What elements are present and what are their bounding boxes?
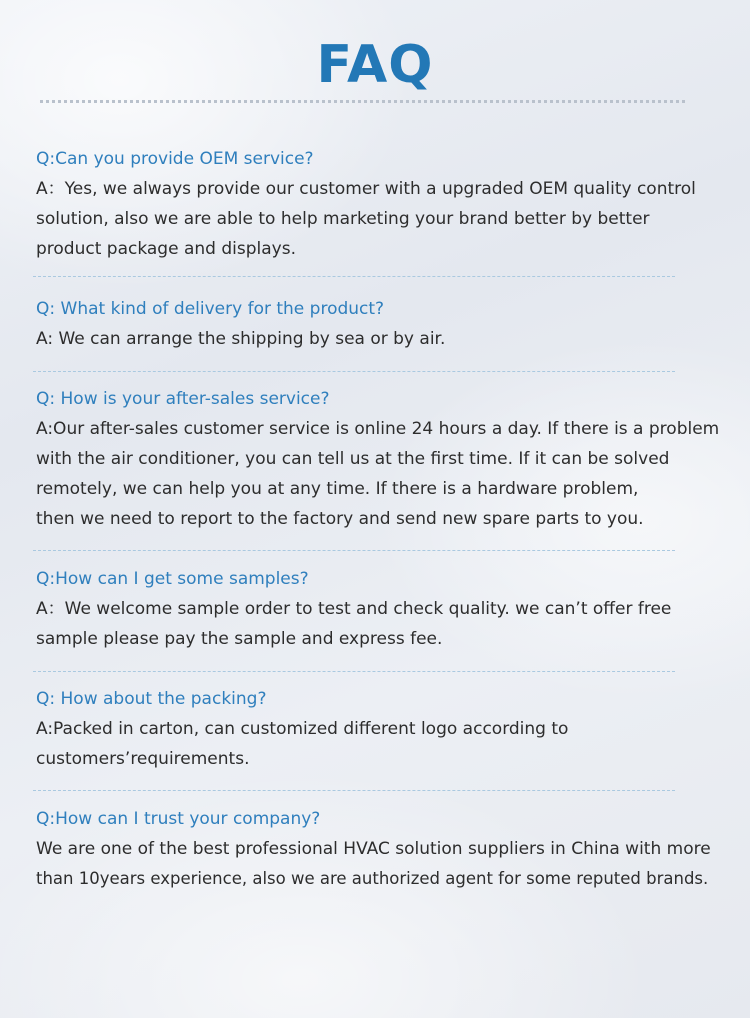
faq-answer-line: remotely, we can help you at any time. If there is a hardware problem, (36, 479, 639, 499)
faq-question: Q: How about the packing? (36, 689, 267, 709)
faq-question: Q: What kind of delivery for the product? (36, 299, 385, 319)
page-title: FAQ (316, 35, 434, 95)
faq-answer-line: A：Yes, we always provide our customer with a upgraded OEM quality control (36, 179, 696, 199)
faq-answer-line: then we need to report to the factory and send new spare parts to you. (36, 509, 644, 529)
faq-question: Q:Can you provide OEM service? (36, 149, 314, 169)
faq-item-oem (36, 144, 726, 264)
faq-question: Q: How is your after-sales service? (36, 389, 330, 409)
faq-answer-line: sample please pay the sample and express fee. (36, 629, 443, 649)
faq-answer-line: We are one of the best professional HVAC solution suppliers in China with more (36, 839, 711, 859)
faq-question: Q:How can I get some samples? (36, 569, 309, 589)
faq-item-delivery (36, 294, 726, 354)
faq-answer (36, 714, 726, 774)
faq-divider (33, 371, 675, 372)
faq-answer-line: A：We welcome sample order to test and check quality. we can’t offer free (36, 599, 672, 619)
faq-item-after-sales (36, 384, 726, 534)
faq-answer (36, 594, 726, 654)
faq-answer-line: A: We can arrange the shipping by sea or by air. (36, 329, 446, 349)
faq-divider (33, 550, 675, 551)
faq-item-trust (36, 804, 726, 894)
faq-answer-line: customers’requirements. (36, 749, 250, 769)
faq-answer (36, 324, 726, 354)
faq-divider (33, 790, 675, 791)
title-divider (40, 100, 685, 103)
faq-answer (36, 174, 726, 264)
faq-answer-line: with the air conditioner, you can tell us at the first time. If it can be solved (36, 449, 670, 469)
faq-divider (33, 671, 675, 672)
faq-answer-line: solution, also we are able to help marketing your brand better by better (36, 209, 650, 229)
faq-item-packing (36, 684, 726, 774)
faq-answer (36, 834, 726, 894)
faq-divider (33, 276, 675, 277)
faq-item-samples (36, 564, 726, 654)
faq-answer-line: than 10years experience, also we are authorized agent for some reputed brands. (36, 869, 709, 888)
faq-answer-line: A:Packed in carton, can customized different logo according to (36, 719, 569, 739)
faq-answer (36, 414, 726, 534)
faq-answer-line: A:Our after-sales customer service is online 24 hours a day. If there is a problem (36, 419, 720, 439)
faq-question: Q:How can I trust your company? (36, 809, 321, 829)
faq-answer-line: product package and displays. (36, 239, 296, 259)
